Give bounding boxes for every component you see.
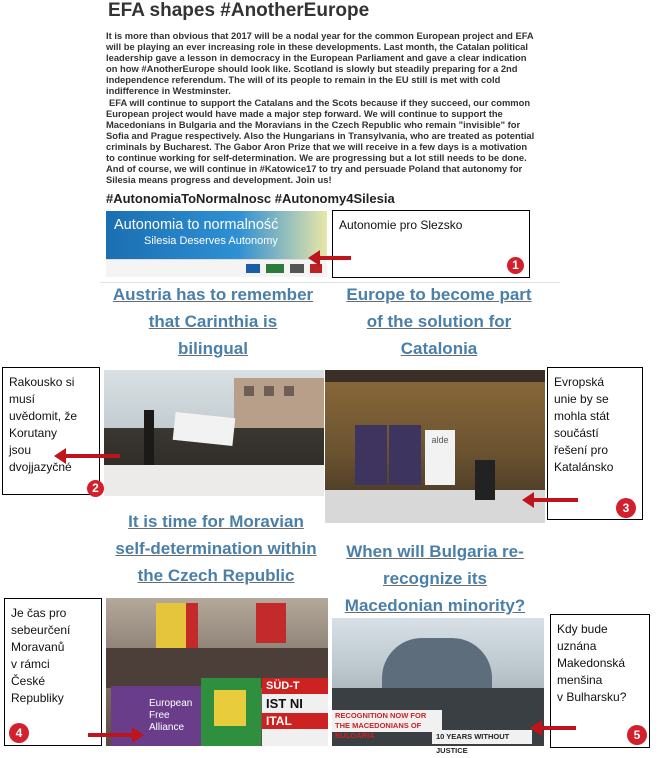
callout-number-5: 5 bbox=[627, 725, 647, 745]
headline-moravia-line: the Czech Republic bbox=[137, 566, 295, 585]
callout-silesia bbox=[332, 210, 530, 278]
headline-austria-line: Austria has to remember bbox=[112, 285, 314, 304]
logo-icon bbox=[246, 264, 260, 273]
callout-3-line: řešení pro bbox=[554, 443, 609, 457]
callout-4-line: v rámci bbox=[11, 657, 50, 671]
callout-number-4: 4 bbox=[9, 723, 29, 743]
banner-logo-strip bbox=[106, 259, 327, 277]
headline-catalonia-line: of the solution for bbox=[366, 312, 512, 331]
red-arrow-icon bbox=[318, 256, 351, 260]
logo-icon bbox=[290, 264, 304, 273]
callout-3-line: součástí bbox=[554, 426, 599, 440]
headline-catalonia-line: Catalonia bbox=[400, 339, 478, 358]
red-arrow-icon bbox=[88, 733, 134, 737]
headline-moravia bbox=[104, 508, 328, 589]
headline-austria bbox=[100, 281, 326, 362]
photo-catalonia-parliament bbox=[325, 370, 545, 523]
headline-moravia-line: self-determination within bbox=[115, 539, 317, 558]
callout-3-line: unie by se bbox=[554, 392, 609, 406]
callout-5-line: uznána bbox=[557, 639, 597, 653]
callout-1-text: Autonomie pro Slezsko bbox=[339, 218, 463, 232]
paragraph-1: It is more than obvious that 2017 will be a nodal year for the common European project and EFA will be playing an ever increasing role in these developments. Last month, the Catalan political leadership gave a lesson in democracy in the European Parliament and gave a clear indication on how #AnotherEurope should look like. Scotland is slowly but steadily preparing for a 2nd independence referendum. The will of its people to remain in the EU still is met with cold indifference in Westminster. bbox=[106, 30, 534, 96]
paragraph-2: EFA will continue to support the Catalans and the Scots because if they succeed, our common European project would have made a major step forward. We will continue to support the Macedonians in Bulgaria and the Moravians in the Czech Republic who remain "invisible" for Sofia and Prague respectively. Also the Hungarians in Transylvania, who are treated as potential criminals by Bucharest. The Gabor Aron Prize that we will receive in a few days is a motivation to continue working for self-determination. We are progressing but a lot still needs to be done. And of course, we will continue in #Katowice17 to try and persuade Poland that autonomy for Silesia means progress and development. Join us! bbox=[106, 97, 535, 185]
red-arrow-icon bbox=[540, 726, 576, 730]
headline-catalonia-line: Europe to become part bbox=[346, 285, 532, 304]
callout-number-1: 1 bbox=[507, 257, 524, 274]
callout-5-line: Kdy bude bbox=[557, 622, 608, 636]
years-banner: 10 YEARS WITHOUT JUSTICE bbox=[432, 730, 532, 744]
callout-2-line: dvojjazyčné bbox=[9, 460, 72, 474]
sud-tirol-text: SÜD-T bbox=[262, 678, 328, 694]
callout-number-3: 3 bbox=[616, 498, 636, 518]
hashtags: #AutonomiaToNormalnosc #Autonomy4Silesia bbox=[106, 191, 395, 206]
callout-2-line: musí bbox=[9, 392, 36, 406]
red-arrow-icon bbox=[532, 498, 578, 502]
callout-5-line: Makedonská bbox=[557, 656, 626, 670]
italien-text: ITAL bbox=[262, 713, 328, 729]
callout-4-line: České bbox=[11, 674, 46, 688]
callout-2-line: jsou bbox=[9, 443, 32, 457]
headline-moravia-line: It is time for Moravian bbox=[128, 512, 304, 531]
callout-number-2: 2 bbox=[87, 480, 104, 497]
callout-5-line: menšina bbox=[557, 673, 603, 687]
macedonian-banner: RECOGNITION NOW FOR THE MACEDONIANS OF BULGARIA bbox=[332, 710, 442, 732]
headline-bulgaria bbox=[330, 538, 540, 619]
article-title: EFA shapes #AnotherEurope bbox=[108, 0, 370, 21]
callout-3-line: Katalánsko bbox=[554, 460, 614, 474]
headline-bulgaria-line: recognize its bbox=[383, 569, 487, 588]
callout-2-line: Rakousko si bbox=[9, 375, 75, 389]
callout-2-line: uvědomit, že bbox=[9, 409, 78, 423]
banner-line-2: Silesia Deserves Autonomy bbox=[144, 235, 278, 247]
photo-bulgaria-protest bbox=[332, 618, 544, 755]
efa-flag: European Free Alliance bbox=[111, 686, 201, 746]
callout-5-line: v Bulharsku? bbox=[557, 690, 627, 704]
callout-2-line: Korutany bbox=[9, 426, 58, 440]
article-body bbox=[106, 30, 536, 186]
photo-austria-protest bbox=[104, 370, 324, 496]
callout-4-line: Republiky bbox=[11, 691, 64, 705]
logo-icon bbox=[266, 264, 284, 273]
callout-4-line: sebeurčení bbox=[11, 623, 71, 637]
headline-austria-line: that Carinthia is bbox=[148, 312, 278, 331]
callout-austria bbox=[2, 367, 100, 495]
headline-austria-line: bilingual bbox=[178, 339, 248, 358]
alde-logo: alde bbox=[425, 430, 455, 485]
headline-bulgaria-line: Macedonian minority? bbox=[344, 596, 526, 615]
headline-catalonia bbox=[328, 281, 550, 362]
red-arrow-icon bbox=[64, 454, 120, 458]
callout-3-line: Evropská bbox=[554, 375, 605, 389]
headline-bulgaria-line: When will Bulgaria re- bbox=[346, 542, 524, 561]
callout-moravia bbox=[4, 598, 102, 746]
callout-3-line: mohla stát bbox=[554, 409, 610, 423]
callout-4-line: Moravanů bbox=[11, 640, 65, 654]
photo-moravia-group bbox=[106, 598, 328, 746]
callout-4-line: Je čas pro bbox=[11, 606, 67, 620]
ist-nicht-text: IST NI bbox=[266, 696, 303, 711]
banner-line-1: Autonomia to normalność bbox=[114, 217, 279, 233]
